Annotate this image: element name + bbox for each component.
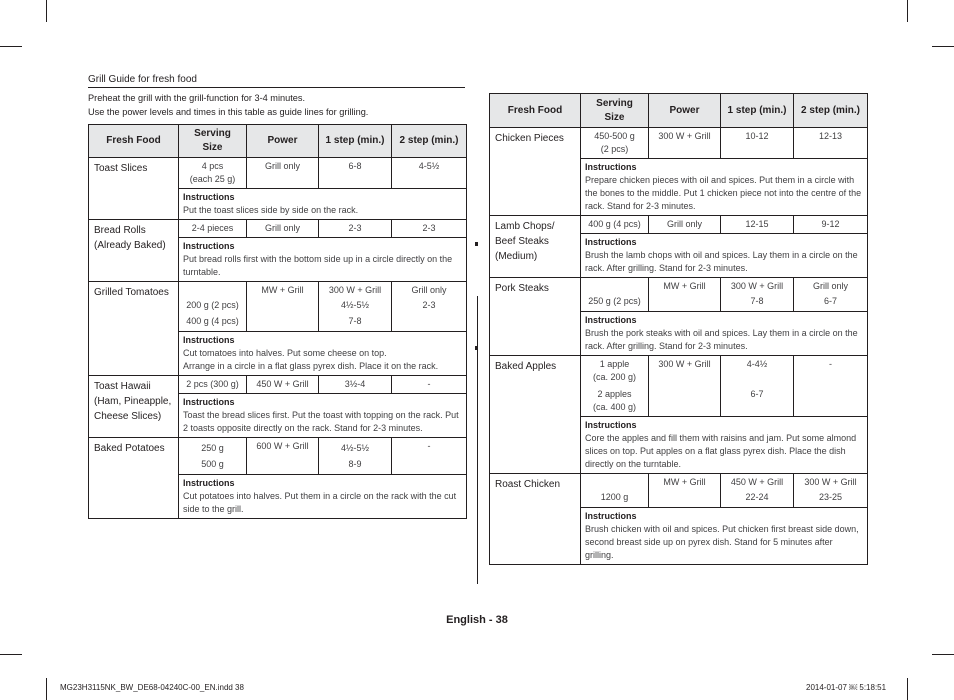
power-cell: 600 W + Grill	[247, 438, 319, 475]
food-name: Toast Slices	[89, 158, 179, 220]
serving-size: 2 pcs (300 g)	[179, 376, 247, 394]
crop-mark	[932, 46, 954, 47]
instructions-cell: Instructions Brush the lamb chops with oil and spices. Lay them in a circle on the rack. After grilling. Stand for 2-3 minutes.	[581, 234, 868, 278]
table-row	[490, 474, 868, 508]
power-cell: Grill only	[247, 220, 319, 238]
step1-cell: 6-8	[319, 158, 392, 189]
power-cell: Grill only	[649, 216, 721, 234]
crop-mark	[932, 654, 954, 655]
power-cell: 300 W + Grill	[649, 128, 721, 159]
table-row	[89, 158, 467, 189]
header-power: Power	[649, 94, 721, 128]
table-row	[89, 438, 467, 475]
serving-size: 4 pcs (each 25 g)	[179, 158, 247, 189]
intro-text: Preheat the grill with the grill-function for 3-4 minutes. Use the power levels and times in this table as guide lines for grilling.	[88, 93, 369, 117]
serving-size: 250 g (2 pcs)	[581, 278, 649, 312]
step2-cell: -	[794, 356, 868, 417]
step1-cell: 4½-5½ 8-9	[319, 438, 392, 475]
serving-size: 400 g (4 pcs)	[581, 216, 649, 234]
table-row	[490, 128, 868, 159]
table-row	[89, 376, 467, 394]
power-cell: 300 W + Grill	[649, 356, 721, 417]
food-name: Toast Hawaii (Ham, Pineapple, Cheese Slices)	[89, 376, 179, 438]
header-power: Power	[247, 125, 319, 158]
serving-size: 2-4 pieces	[179, 220, 247, 238]
power-cell: MW + Grill	[649, 278, 721, 312]
print-timestamp: 2014-01-07 ￼ 5:18:51	[806, 683, 887, 692]
food-name: Pork Steaks	[490, 278, 581, 356]
step2-cell: Grill only 2-3	[392, 282, 467, 332]
food-name: Chicken Pieces	[490, 128, 581, 216]
food-name: Bread Rolls (Already Baked)	[89, 220, 179, 282]
fold-mark	[475, 242, 478, 246]
serving-size: 1 apple (ca. 200 g) 2 apples (ca. 400 g)	[581, 356, 649, 417]
crop-mark	[907, 678, 908, 700]
header-serving-size: Serving Size	[581, 94, 649, 128]
instructions-cell: Instructions Put the toast slices side by side on the rack.	[179, 189, 467, 220]
food-name: Grilled Tomatoes	[89, 282, 179, 376]
table-row	[490, 356, 868, 417]
crop-mark	[0, 654, 22, 655]
power-cell: Grill only	[247, 158, 319, 189]
step2-cell: 2-3	[392, 220, 467, 238]
step1-cell: 4-4½ 6-7	[721, 356, 794, 417]
step1-cell: 450 W + Grill 22-24	[721, 474, 794, 508]
crop-mark	[46, 678, 47, 700]
food-name: Baked Apples	[490, 356, 581, 474]
grill-guide-table-left	[88, 124, 467, 519]
grill-guide-table-right	[489, 93, 868, 565]
header-step2: 2 step (min.)	[392, 125, 467, 158]
instructions-cell: Instructions Prepare chicken pieces with oil and spices. Put them in a circle with the bones to the middle. Put 1 chicken piece not into the centre of the rack. Stand for 2-3 minutes.	[581, 159, 868, 216]
instructions-cell: Instructions Toast the bread slices first. Put the toast with topping on the rack. Put 2 toasts opposite directly on the rack. Stand for 2-3 minutes.	[179, 394, 467, 438]
step2-cell: -	[392, 438, 467, 475]
page-number: English - 38	[446, 614, 508, 626]
fold-mark	[475, 346, 478, 350]
column-divider	[477, 296, 478, 584]
step1-cell: 300 W + Grill 4½-5½ 7-8	[319, 282, 392, 332]
table-row	[490, 216, 868, 234]
header-step2: 2 step (min.)	[794, 94, 868, 128]
step2-cell: -	[392, 376, 467, 394]
instructions-cell: Instructions Brush chicken with oil and spices. Put chicken first breast side down, second breast side up on pyrex dish. Stand for 5 minutes after grilling.	[581, 508, 868, 565]
power-cell: MW + Grill	[247, 282, 319, 332]
step1-cell: 300 W + Grill 7-8	[721, 278, 794, 312]
step2-cell: 300 W + Grill 23-25	[794, 474, 868, 508]
step2-cell: Grill only 6-7	[794, 278, 868, 312]
table-row	[490, 278, 868, 312]
power-cell: MW + Grill	[649, 474, 721, 508]
serving-size: 450-500 g (2 pcs)	[581, 128, 649, 159]
step1-cell: 3½-4	[319, 376, 392, 394]
crop-mark	[907, 0, 908, 22]
step1-cell: 12-15	[721, 216, 794, 234]
file-info: MG23H3115NK_BW_DE68-04240C-00_EN.indd 38	[60, 683, 244, 692]
instructions-cell: Instructions Cut potatoes into halves. Put them in a circle on the rack with the cut side to the grill.	[179, 475, 467, 519]
food-name: Roast Chicken	[490, 474, 581, 565]
table-header-row	[490, 94, 868, 128]
crop-mark	[46, 0, 47, 22]
step1-cell: 2-3	[319, 220, 392, 238]
table-row	[89, 282, 467, 332]
power-cell: 450 W + Grill	[247, 376, 319, 394]
header-fresh-food: Fresh Food	[89, 125, 179, 158]
table-header-row	[89, 125, 467, 158]
section-title: Grill Guide for fresh food	[88, 74, 465, 88]
step2-cell: 9-12	[794, 216, 868, 234]
instructions-cell: Instructions Core the apples and fill them with raisins and jam. Put some almond slices on top. Put apples on a flat glass pyrex dish. Place the dish directly on the turntable.	[581, 417, 868, 474]
food-name: Lamb Chops/ Beef Steaks (Medium)	[490, 216, 581, 278]
crop-mark	[0, 46, 22, 47]
header-serving-size: Serving Size	[179, 125, 247, 158]
header-step1: 1 step (min.)	[319, 125, 392, 158]
header-fresh-food: Fresh Food	[490, 94, 581, 128]
header-step1: 1 step (min.)	[721, 94, 794, 128]
instructions-cell: Instructions Brush the pork steaks with oil and spices. Lay them in a circle on the rack. After grilling. Stand for 2-3 minutes.	[581, 312, 868, 356]
food-name: Baked Potatoes	[89, 438, 179, 519]
serving-size: 250 g 500 g	[179, 438, 247, 475]
table-row	[89, 220, 467, 238]
instructions-cell: Instructions Put bread rolls first with the bottom side up in a circle directly on the turntable.	[179, 238, 467, 282]
serving-size: 1200 g	[581, 474, 649, 508]
instructions-cell: Instructions Cut tomatoes into halves. Put some cheese on top. Arrange in a circle in a flat glass pyrex dish. Place it on the rack.	[179, 332, 467, 376]
step2-cell: 12-13	[794, 128, 868, 159]
step1-cell: 10-12	[721, 128, 794, 159]
serving-size: 200 g (2 pcs) 400 g (4 pcs)	[179, 282, 247, 332]
step2-cell: 4-5½	[392, 158, 467, 189]
